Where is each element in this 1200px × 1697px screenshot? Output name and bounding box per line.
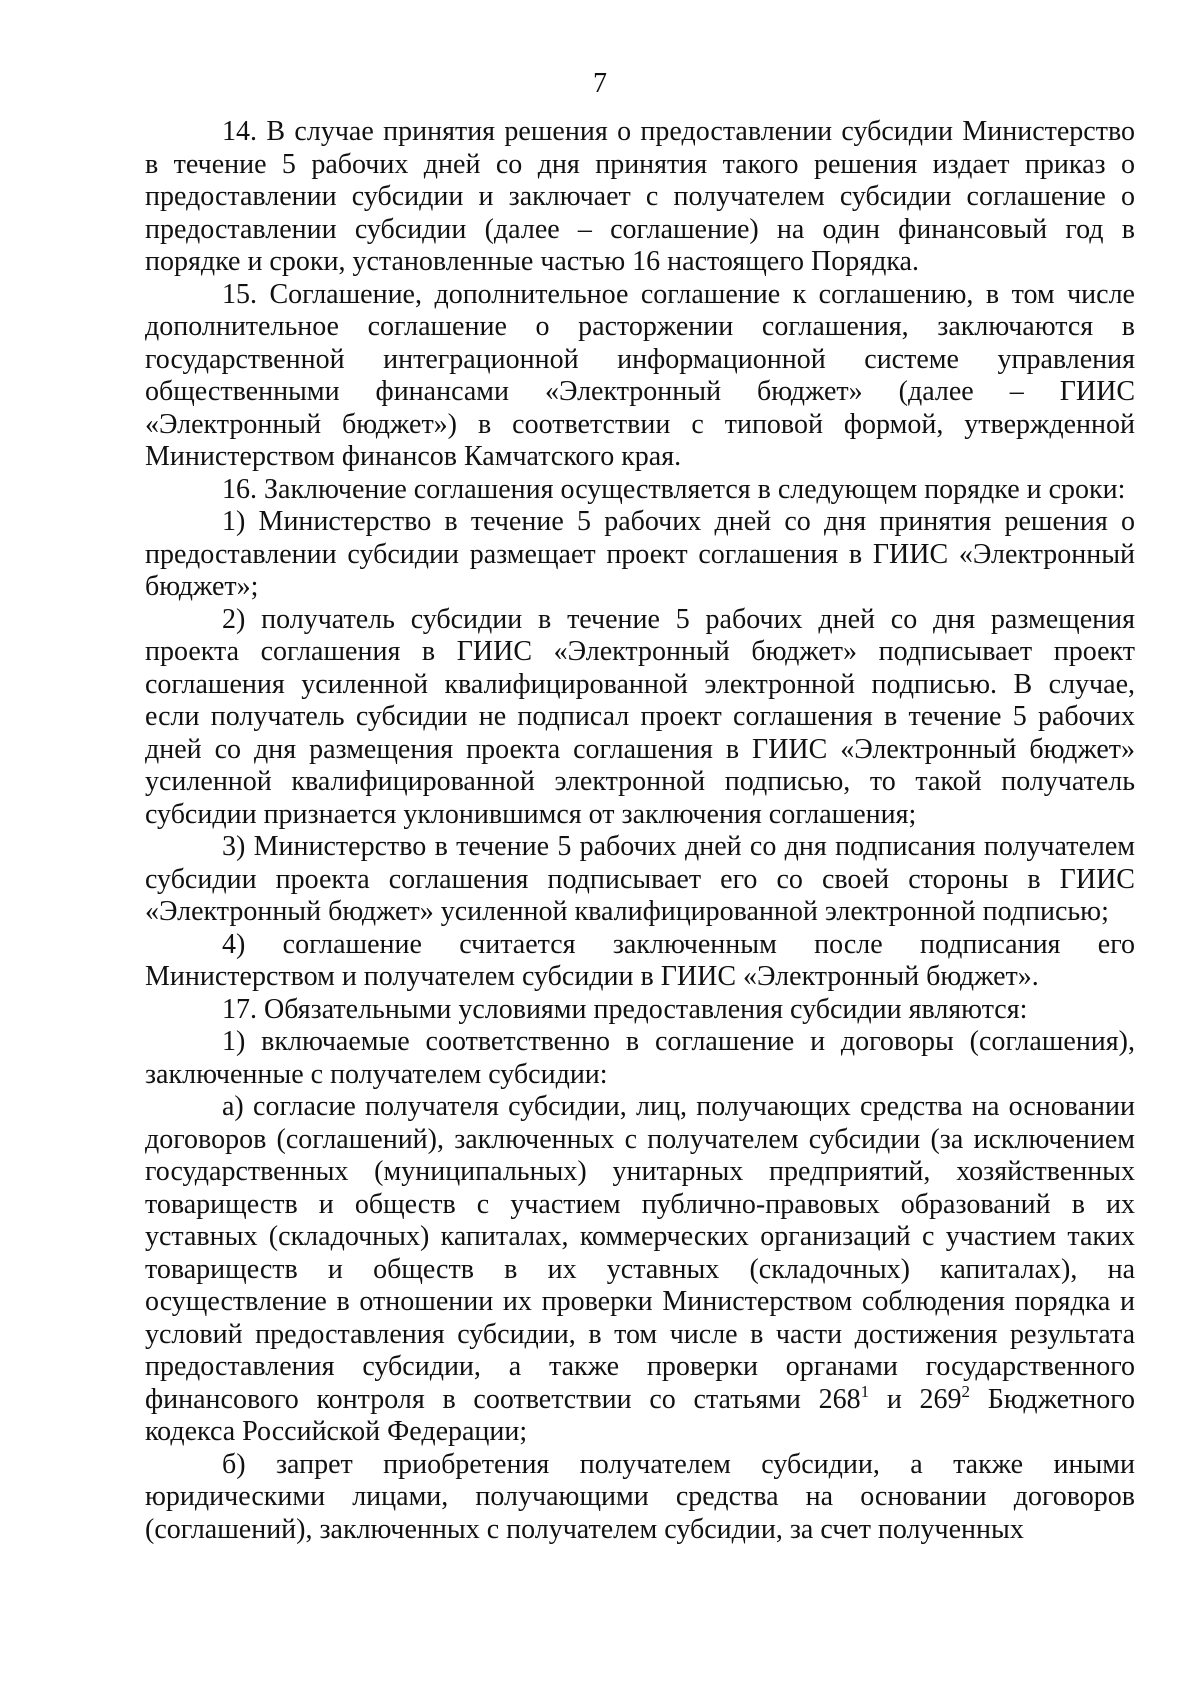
paragraph-16-item-3: 3) Министерство в течение 5 рабочих дней со дня подписания получателем субсидии проекта соглашения подписывает его со своей стороны в ГИИС «Электронный бюджет» усиленной квалифицированной электронной подписью; (145, 831, 1135, 927)
superscript-2: 2 (961, 1381, 971, 1401)
paragraph-a-text: а) согласие получателя субсидии, лиц, получающих средства на основании договоров (соглашений), заключенных с получателем субсидии (за исключением государственных (муниципальных) унитарных предприятий, хозяйственных товариществ и обществ с участием публично-правовых образований в их уставных (складочных) капиталах, коммерческих организаций с участием таких товариществ и обществ в их уставных (складочных) капиталах), на осуществление в отношении их проверки Министерством соблюдения порядка и условий предоставления субсидии, в том числе в части достижения результата предоставления субсидии, а также проверки органами государственного финансового контроля в соответствии со статьями 268 (145, 1091, 1135, 1415)
document-body (145, 116, 1135, 1546)
paragraph-17-item-1-b: б) запрет приобретения получателем субсидии, а также иными юридическими лицами, получающими средства на основании договоров (соглашений), заключенных с получателем субсидии, за счет полученных (145, 1448, 1135, 1545)
paragraph-16: 16. Заключение соглашения осуществляется в следующем порядке и сроки: (222, 473, 1126, 505)
paragraph-a-text-mid: и 269 (869, 1383, 962, 1415)
paragraph-16-item-4: 4) соглашение считается заключенным после подписания его Министерством и получателем субсидии в ГИИС «Электронный бюджет». (145, 928, 1135, 992)
paragraph-15: 15. Соглашение, дополнительное соглашение к соглашению, в том числе дополнительное соглашение о расторжении соглашения, заключаются в государственной интеграционной информационной системе управления общественными финансами «Электронный бюджет» (далее – ГИИС «Электронный бюджет») в соответствии с типовой формой, утвержденной Министерством финансов Камчатского края. (145, 278, 1135, 472)
superscript-1: 1 (860, 1381, 870, 1401)
paragraph-a-text-end: Бюджетного кодекса Российской Федерации; (145, 1383, 1136, 1447)
paragraph-16-item-1: 1) Министерство в течение 5 рабочих дней со дня принятия решения о предоставлении субсидии размещает проект соглашения в ГИИС «Электронный бюджет»; (145, 506, 1135, 602)
paragraph-16-item-2: 2) получатель субсидии в течение 5 рабочих дней со дня размещения проекта соглашения в ГИИС «Электронный бюджет» подписывает проект соглашения усиленной квалифицированной электронной подписью. В случае, если получатель субсидии не подписал проект соглашения в течение 5 рабочих дней со дня размещения проекта соглашения в ГИИС «Электронный бюджет» усиленной квалифицированной электронной подписью, то такой получатель субсидии признается уклонившимся от заключения соглашения; (145, 603, 1135, 830)
paragraph-17-item-1-a (145, 1091, 1135, 1449)
page-number: 7 (593, 68, 607, 99)
paragraph-14: 14. В случае принятия решения о предоставлении субсидии Министерство в течение 5 рабочих дней со дня принятия такого решения издает приказ о предоставлении субсидии и заключает с получателем субсидии соглашение о предоставлении субсидии (далее – соглашение) на один финансовый год в порядке и сроки, установленные частью 16 настоящего Порядка. (145, 116, 1135, 277)
paragraph-17: 17. Обязательными условиями предоставления субсидии являются: (222, 993, 1028, 1025)
paragraph-17-item-1: 1) включаемые соответственно в соглашение и договоры (соглашения), заключенные с получателем субсидии: (145, 1026, 1135, 1090)
